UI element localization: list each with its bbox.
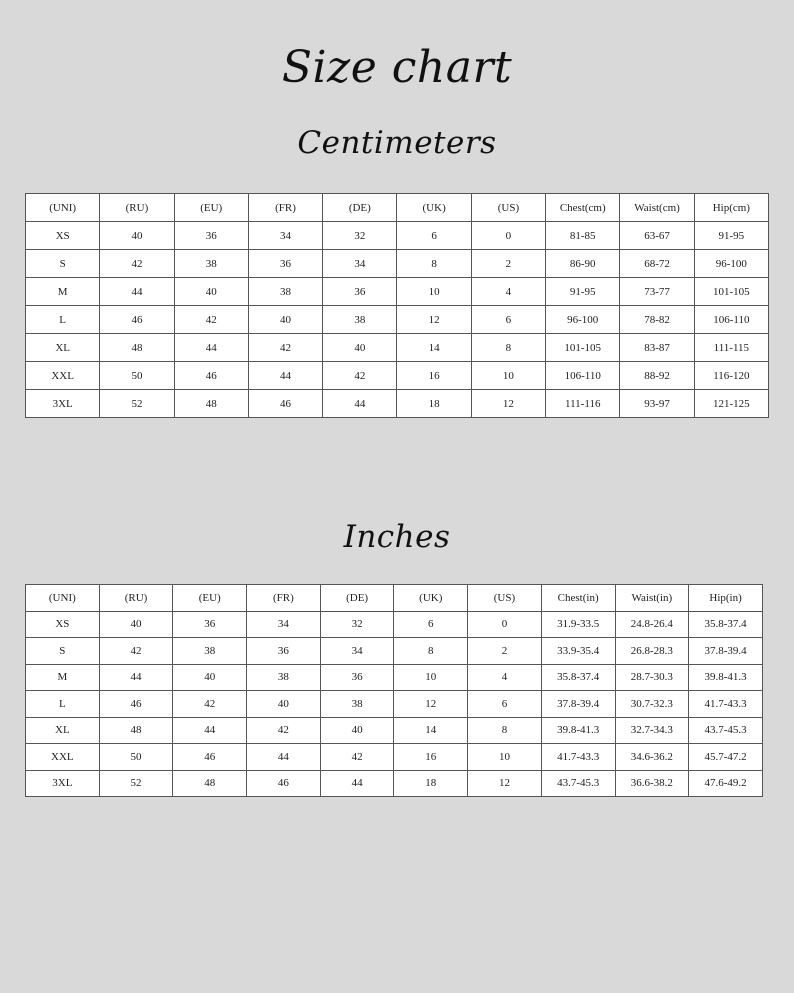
table-cell: 48 bbox=[100, 334, 174, 362]
table-row bbox=[26, 390, 769, 418]
table-cell: 96-100 bbox=[546, 306, 620, 334]
column-header: Waist(cm) bbox=[620, 194, 694, 222]
table-cell: 6 bbox=[397, 222, 471, 250]
table-cell: 44 bbox=[248, 362, 322, 390]
table-cell: 48 bbox=[173, 770, 247, 797]
table-cell: 42 bbox=[320, 744, 394, 771]
table-row bbox=[26, 362, 769, 390]
table-cell: 40 bbox=[320, 717, 394, 744]
table-cell: 12 bbox=[468, 770, 542, 797]
table-cell: 10 bbox=[397, 278, 471, 306]
column-header: (EU) bbox=[173, 585, 247, 612]
table-cell: 106-110 bbox=[694, 306, 768, 334]
column-header: (RU) bbox=[100, 194, 174, 222]
table-cell: 42 bbox=[248, 334, 322, 362]
table-cell: 40 bbox=[173, 664, 247, 691]
table-cell: 101-105 bbox=[694, 278, 768, 306]
table-cell: 38 bbox=[247, 664, 321, 691]
table-cell: 14 bbox=[394, 717, 468, 744]
table-cell: 37.8-39.4 bbox=[689, 638, 763, 665]
table-cell: 6 bbox=[468, 691, 542, 718]
inches-table-body bbox=[26, 611, 763, 797]
table-cell: 48 bbox=[174, 390, 248, 418]
page-title: Size chart bbox=[281, 42, 513, 93]
table-cell: 41.7-43.3 bbox=[541, 744, 615, 771]
table-cell: 48 bbox=[99, 717, 173, 744]
table-cell: 68-72 bbox=[620, 250, 694, 278]
table-cell: 35.8-37.4 bbox=[689, 611, 763, 638]
table-cell: 40 bbox=[247, 691, 321, 718]
table-cell: 34.6-36.2 bbox=[615, 744, 689, 771]
table-header-row bbox=[26, 194, 769, 222]
column-header: (FR) bbox=[247, 585, 321, 612]
table-cell: 101-105 bbox=[546, 334, 620, 362]
table-cell: 2 bbox=[468, 638, 542, 665]
table-cell: 4 bbox=[471, 278, 545, 306]
table-cell: 10 bbox=[471, 362, 545, 390]
table-cell: 10 bbox=[468, 744, 542, 771]
inches-size-table bbox=[25, 584, 763, 797]
table-cell: 78-82 bbox=[620, 306, 694, 334]
table-cell: 44 bbox=[173, 717, 247, 744]
size-label-cell: S bbox=[26, 250, 100, 278]
table-cell: 16 bbox=[394, 744, 468, 771]
table-cell: 111-116 bbox=[546, 390, 620, 418]
table-cell: 42 bbox=[100, 250, 174, 278]
table-cell: 40 bbox=[99, 611, 173, 638]
table-cell: 2 bbox=[471, 250, 545, 278]
size-label-cell: XS bbox=[26, 222, 100, 250]
table-cell: 46 bbox=[248, 390, 322, 418]
table-cell: 28.7-30.3 bbox=[615, 664, 689, 691]
column-header: (FR) bbox=[248, 194, 322, 222]
table-row bbox=[26, 278, 769, 306]
table-cell: 37.8-39.4 bbox=[541, 691, 615, 718]
column-header: (EU) bbox=[174, 194, 248, 222]
table-cell: 42 bbox=[323, 362, 397, 390]
size-label-cell: M bbox=[26, 664, 100, 691]
table-cell: 46 bbox=[247, 770, 321, 797]
table-cell: 44 bbox=[174, 334, 248, 362]
table-cell: 14 bbox=[397, 334, 471, 362]
column-header: (UNI) bbox=[26, 585, 100, 612]
size-label-cell: XS bbox=[26, 611, 100, 638]
table-cell: 44 bbox=[323, 390, 397, 418]
table-cell: 45.7-47.2 bbox=[689, 744, 763, 771]
size-label-cell: XL bbox=[26, 717, 100, 744]
table-cell: 116-120 bbox=[694, 362, 768, 390]
table-cell: 42 bbox=[174, 306, 248, 334]
table-cell: 0 bbox=[468, 611, 542, 638]
table-cell: 36 bbox=[173, 611, 247, 638]
column-header: Waist(in) bbox=[615, 585, 689, 612]
size-label-cell: XXL bbox=[26, 362, 100, 390]
table-cell: 34 bbox=[320, 638, 394, 665]
table-cell: 46 bbox=[100, 306, 174, 334]
table-cell: 16 bbox=[397, 362, 471, 390]
column-header: (UK) bbox=[394, 585, 468, 612]
table-cell: 8 bbox=[468, 717, 542, 744]
table-cell: 44 bbox=[247, 744, 321, 771]
column-header: Chest(in) bbox=[541, 585, 615, 612]
table-cell: 42 bbox=[247, 717, 321, 744]
table-cell: 36 bbox=[323, 278, 397, 306]
table-cell: 83-87 bbox=[620, 334, 694, 362]
size-label-cell: L bbox=[26, 691, 100, 718]
table-cell: 41.7-43.3 bbox=[689, 691, 763, 718]
table-cell: 33.9-35.4 bbox=[541, 638, 615, 665]
size-label-cell: 3XL bbox=[26, 770, 100, 797]
table-cell: 8 bbox=[394, 638, 468, 665]
table-cell: 40 bbox=[174, 278, 248, 306]
table-cell: 34 bbox=[248, 222, 322, 250]
table-row bbox=[26, 222, 769, 250]
table-cell: 42 bbox=[173, 691, 247, 718]
table-cell: 36 bbox=[174, 222, 248, 250]
table-cell: 50 bbox=[99, 744, 173, 771]
table-row bbox=[26, 250, 769, 278]
table-cell: 46 bbox=[174, 362, 248, 390]
column-header: Hip(cm) bbox=[694, 194, 768, 222]
table-cell: 32 bbox=[323, 222, 397, 250]
table-cell: 32.7-34.3 bbox=[615, 717, 689, 744]
table-cell: 91-95 bbox=[546, 278, 620, 306]
table-cell: 6 bbox=[471, 306, 545, 334]
table-cell: 73-77 bbox=[620, 278, 694, 306]
table-cell: 38 bbox=[248, 278, 322, 306]
table-cell: 39.8-41.3 bbox=[541, 717, 615, 744]
table-cell: 38 bbox=[174, 250, 248, 278]
table-cell: 111-115 bbox=[694, 334, 768, 362]
table-cell: 88-92 bbox=[620, 362, 694, 390]
table-cell: 52 bbox=[100, 390, 174, 418]
table-cell: 32 bbox=[320, 611, 394, 638]
column-header: (US) bbox=[468, 585, 542, 612]
table-header-row bbox=[26, 585, 763, 612]
table-row bbox=[26, 744, 763, 771]
table-cell: 81-85 bbox=[546, 222, 620, 250]
table-cell: 44 bbox=[320, 770, 394, 797]
table-cell: 0 bbox=[471, 222, 545, 250]
table-row bbox=[26, 334, 769, 362]
inches-heading: Inches bbox=[343, 519, 451, 555]
column-header: (UNI) bbox=[26, 194, 100, 222]
table-cell: 39.8-41.3 bbox=[689, 664, 763, 691]
table-cell: 26.8-28.3 bbox=[615, 638, 689, 665]
table-cell: 35.8-37.4 bbox=[541, 664, 615, 691]
size-label-cell: L bbox=[26, 306, 100, 334]
table-cell: 36 bbox=[248, 250, 322, 278]
table-cell: 12 bbox=[394, 691, 468, 718]
table-cell: 121-125 bbox=[694, 390, 768, 418]
table-cell: 47.6-49.2 bbox=[689, 770, 763, 797]
size-label-cell: S bbox=[26, 638, 100, 665]
table-cell: 46 bbox=[173, 744, 247, 771]
table-cell: 106-110 bbox=[546, 362, 620, 390]
table-cell: 8 bbox=[397, 250, 471, 278]
table-cell: 40 bbox=[100, 222, 174, 250]
table-cell: 6 bbox=[394, 611, 468, 638]
table-cell: 93-97 bbox=[620, 390, 694, 418]
table-cell: 44 bbox=[100, 278, 174, 306]
table-cell: 10 bbox=[394, 664, 468, 691]
table-cell: 43.7-45.3 bbox=[689, 717, 763, 744]
table-cell: 34 bbox=[323, 250, 397, 278]
table-cell: 38 bbox=[173, 638, 247, 665]
table-cell: 40 bbox=[323, 334, 397, 362]
table-row bbox=[26, 306, 769, 334]
column-header: (US) bbox=[471, 194, 545, 222]
table-cell: 38 bbox=[320, 691, 394, 718]
table-cell: 34 bbox=[247, 611, 321, 638]
table-row bbox=[26, 638, 763, 665]
table-cell: 50 bbox=[100, 362, 174, 390]
table-cell: 63-67 bbox=[620, 222, 694, 250]
centimeters-heading: Centimeters bbox=[297, 125, 497, 161]
centimeters-size-table bbox=[25, 193, 769, 418]
table-cell: 4 bbox=[468, 664, 542, 691]
table-cell: 86-90 bbox=[546, 250, 620, 278]
table-row bbox=[26, 691, 763, 718]
column-header: Chest(cm) bbox=[546, 194, 620, 222]
table-cell: 12 bbox=[397, 306, 471, 334]
centimeters-table-body bbox=[26, 222, 769, 418]
table-cell: 46 bbox=[99, 691, 173, 718]
table-row bbox=[26, 664, 763, 691]
table-row bbox=[26, 770, 763, 797]
table-cell: 40 bbox=[248, 306, 322, 334]
column-header: (DE) bbox=[323, 194, 397, 222]
table-cell: 36.6-38.2 bbox=[615, 770, 689, 797]
size-label-cell: XL bbox=[26, 334, 100, 362]
size-label-cell: XXL bbox=[26, 744, 100, 771]
column-header: (UK) bbox=[397, 194, 471, 222]
table-cell: 91-95 bbox=[694, 222, 768, 250]
table-row bbox=[26, 717, 763, 744]
size-label-cell: M bbox=[26, 278, 100, 306]
column-header: (RU) bbox=[99, 585, 173, 612]
table-cell: 44 bbox=[99, 664, 173, 691]
table-cell: 38 bbox=[323, 306, 397, 334]
table-cell: 8 bbox=[471, 334, 545, 362]
table-cell: 96-100 bbox=[694, 250, 768, 278]
column-header: Hip(in) bbox=[689, 585, 763, 612]
size-label-cell: 3XL bbox=[26, 390, 100, 418]
table-row bbox=[26, 611, 763, 638]
table-cell: 36 bbox=[247, 638, 321, 665]
table-cell: 24.8-26.4 bbox=[615, 611, 689, 638]
table-cell: 30.7-32.3 bbox=[615, 691, 689, 718]
table-cell: 36 bbox=[320, 664, 394, 691]
table-cell: 18 bbox=[397, 390, 471, 418]
table-cell: 43.7-45.3 bbox=[541, 770, 615, 797]
table-cell: 12 bbox=[471, 390, 545, 418]
table-cell: 52 bbox=[99, 770, 173, 797]
table-cell: 42 bbox=[99, 638, 173, 665]
column-header: (DE) bbox=[320, 585, 394, 612]
table-cell: 18 bbox=[394, 770, 468, 797]
table-cell: 31.9-33.5 bbox=[541, 611, 615, 638]
